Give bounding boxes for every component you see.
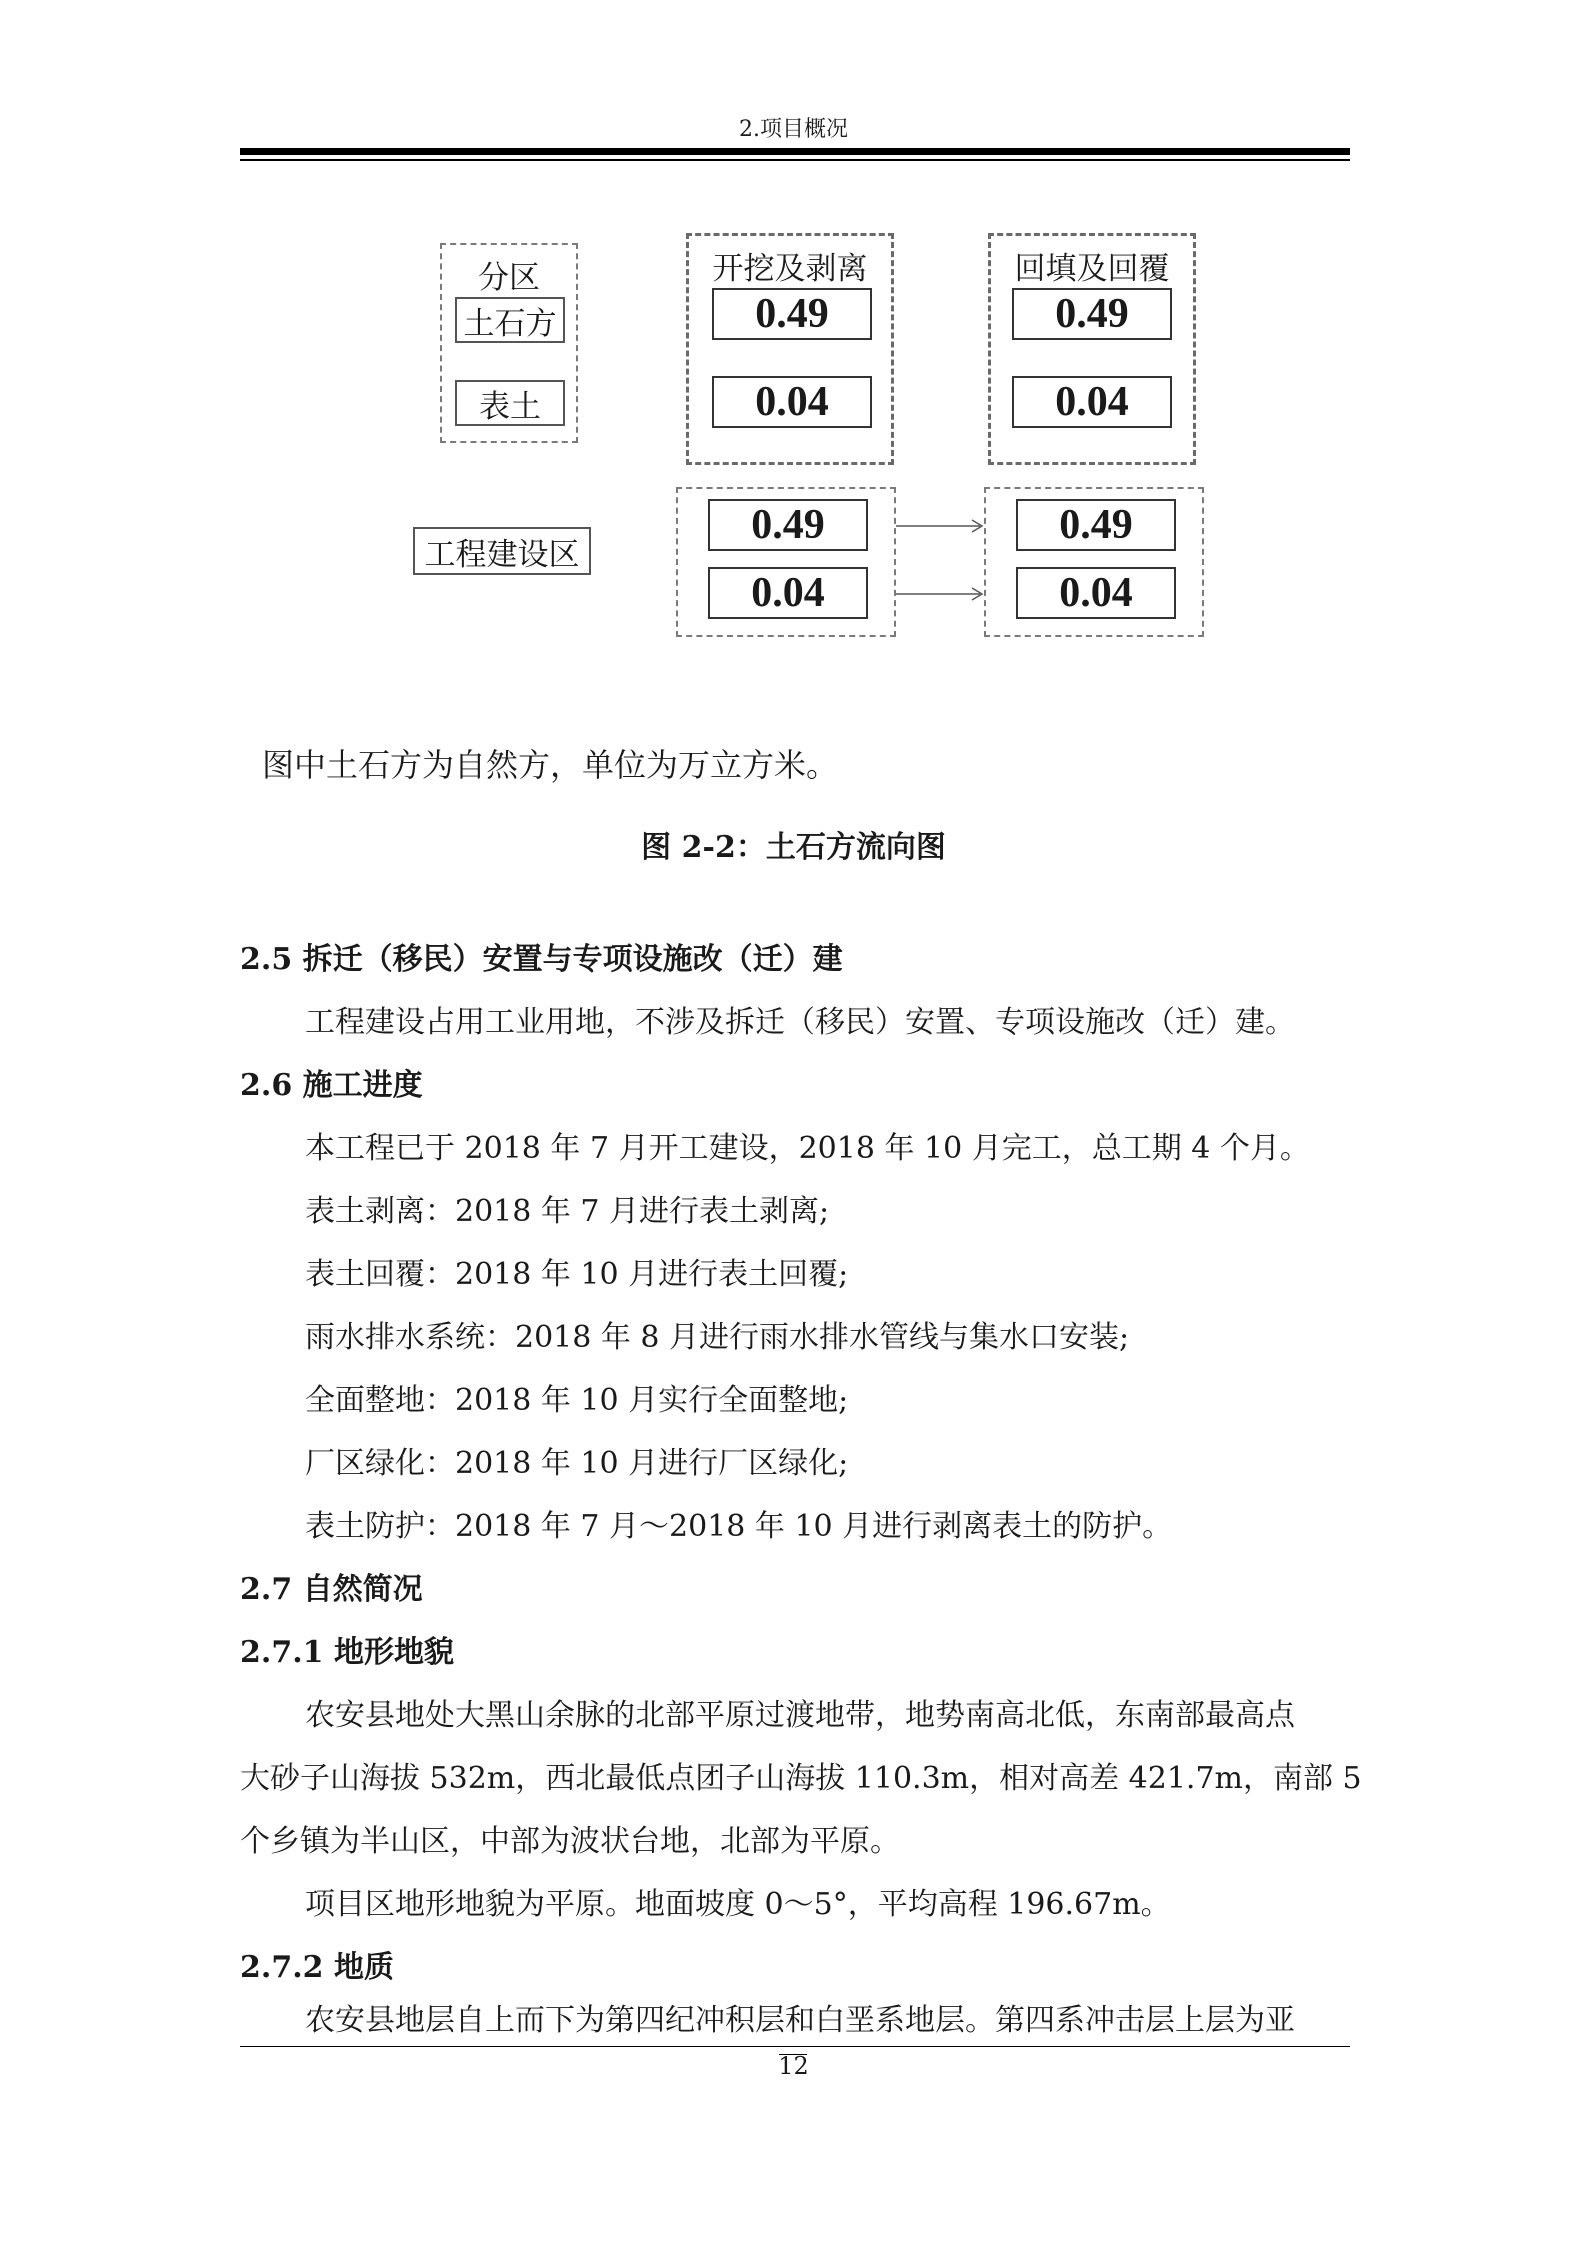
- schedule-line: 表土回覆：2018 年 10 月进行表土回覆;: [305, 1257, 849, 1292]
- schedule-line: 雨水排水系统：2018 年 8 月进行雨水排水管线与集水口安装;: [305, 1320, 1130, 1355]
- col2-topsoil-value: 0.04: [1012, 376, 1172, 428]
- paragraph-line: 个乡镇为半山区，中部为波状台地，北部为平原。: [240, 1824, 900, 1859]
- schedule-line: 表土剥离：2018 年 7 月进行表土剥离;: [305, 1194, 830, 1229]
- zone-label: 工程建设区: [413, 527, 591, 575]
- col2-earthwork-value: 0.49: [1012, 288, 1172, 340]
- paragraph-line: 大砂子山海拔 532m，西北最低点团子山海拔 110.3m，相对高差 421.7m，南部 5: [240, 1761, 1362, 1796]
- paragraph-line: 农安县地层自上而下为第四纪冲积层和白垩系地层。第四系冲击层上层为亚: [305, 2003, 1295, 2038]
- section-heading-2-7-2: 2.7.2 地质: [240, 1950, 394, 1985]
- section-heading-2-7-1: 2.7.1 地形地貌: [240, 1635, 454, 1670]
- col1-earthwork-value: 0.49: [712, 288, 872, 340]
- legend-topsoil: 表土: [455, 380, 565, 426]
- schedule-line: 表土防护：2018 年 7 月～2018 年 10 月进行剥离表土的防护。: [305, 1509, 1173, 1544]
- figure-note: 图中土石方为自然方，单位为万立方米。: [262, 746, 839, 784]
- legend-title: 分区: [478, 260, 540, 296]
- header-rule-thin: [240, 159, 1350, 161]
- schedule-line: 厂区绿化：2018 年 10 月进行厂区绿化;: [305, 1446, 849, 1481]
- figure-caption: 图 2-2：土石方流向图: [641, 830, 946, 865]
- schedule-line: 全面整地：2018 年 10 月实行全面整地;: [305, 1383, 849, 1418]
- schedule-line: 本工程已于 2018 年 7 月开工建设，2018 年 10 月完工，总工期 4 个月。: [305, 1131, 1310, 1166]
- footer-rule: [240, 2046, 1350, 2047]
- page-number: 12: [778, 2052, 809, 2080]
- zone-col2-topsoil-value: 0.04: [1016, 567, 1176, 619]
- paragraph: 工程建设占用工业用地，不涉及拆迁（移民）安置、专项设施改（迁）建。: [305, 1005, 1295, 1040]
- legend-earthwork: 土石方: [455, 297, 565, 343]
- zone-col1-earthwork-value: 0.49: [708, 499, 868, 551]
- flow-arrows: [896, 500, 986, 620]
- section-heading-2-6: 2.6 施工进度: [240, 1068, 423, 1103]
- section-heading-2-5: 2.5 拆迁（移民）安置与专项设施改（迁）建: [240, 942, 843, 977]
- col2-title: 回填及回覆: [1014, 251, 1170, 287]
- section-heading-2-7: 2.7 自然简况: [240, 1572, 423, 1607]
- zone-col2-earthwork-value: 0.49: [1016, 499, 1176, 551]
- col1-title: 开挖及剥离: [712, 251, 868, 287]
- zone-col1-topsoil-value: 0.04: [708, 567, 868, 619]
- paragraph-line: 农安县地处大黑山余脉的北部平原过渡地带，地势南高北低，东南部最高点: [305, 1698, 1295, 1733]
- paragraph-line: 项目区地形地貌为平原。地面坡度 0～5°，平均高程 196.67m。: [305, 1887, 1171, 1922]
- col1-topsoil-value: 0.04: [712, 376, 872, 428]
- header-rule-thick: [240, 148, 1350, 155]
- running-header: 2.项目概况: [739, 117, 848, 142]
